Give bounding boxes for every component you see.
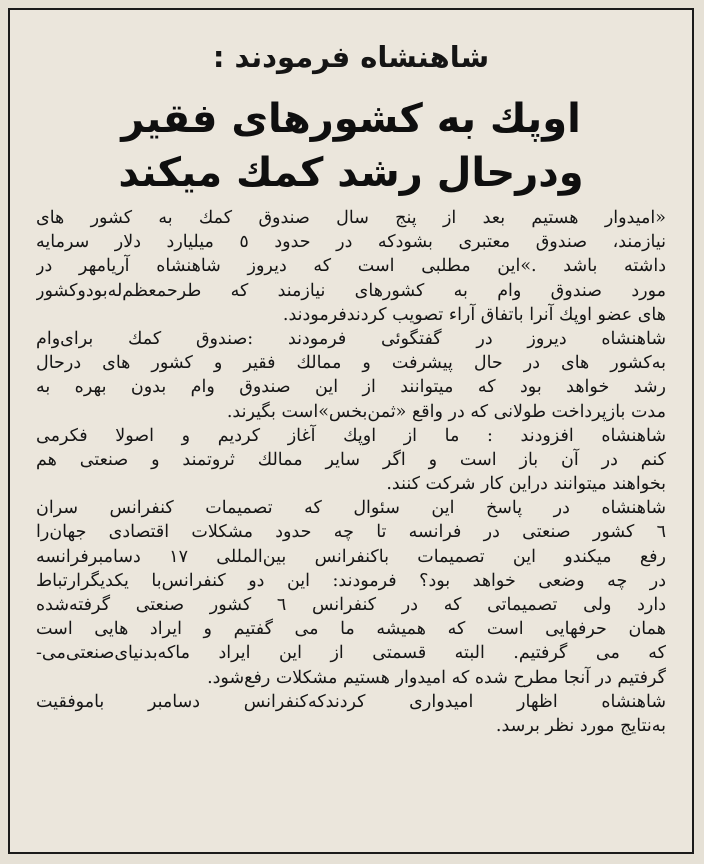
body-line: نيازمند، صندوق معتبری بشودكه در حدود ٥ ميليارد دلار سرمايه [36,232,666,253]
body-line: در چه وضعی خواهد بود؟ فرمودند: اين دو كنفرانس‌با يكديگرارتباط [36,570,666,591]
body-line: كه می گرفتيم. البته قسمتی از اين ايراد ما‌كه‌بدنيای‌صنعتی‌می- [36,643,666,664]
body-line: شاهنشاه در پاسخ اين سئوال كه تصميمات كنفرانس سران [36,498,666,519]
body-line: شاهنشاه افزودند : ما از اوپك آغاز كرديم و اصولا فكرمی [36,425,666,446]
body-line: «اميدوار هستيم بعد از پنج سال صندوق كمك به كشور های [36,208,666,228]
body-line: شاهنشاه ديروز در گفتگوئی فرمودند :صندوق كمك برای‌وام [36,328,666,349]
kicker: شاهنشاه فرمودند : [212,40,490,74]
body-line: به‌نتايج مورد نظر برسد. [495,715,666,736]
body-line: كنم در آن باز است و اگر ساير ممالك ثروتمند و صنعتی هم [36,449,666,470]
body-line: به‌كشور های در حال پيشرفت و ممالك فقير و كشور های درحال [36,353,666,374]
body-line: های عضو اوپك آنرا باتفاق آراء تصويب كردندفرمودند. [282,304,666,325]
body-line: ٦ كشور صنعتی در فرانسه تا چه حدود مشكلات اقتصادی جهان‌را [36,522,666,543]
body-line: شاهنشاه اظهار اميدواری كردندكه‌كنفرانس دسامبر باموفقيت [36,691,666,712]
body-line: گرفتيم در آنجا مطرح شده كه اميدوار هستيم‌ مشكلات رفع‌شود. [207,667,666,688]
headline-line-2: ودرحال رشد كمك ميكند [118,150,584,196]
body-line: مدت بازپرداخت طولانی كه در واقع «ثمن‌بخس»است بگيرند. [226,401,666,422]
newspaper-clipping [8,8,694,854]
body-line: رشد خواهد بود كه ميتوانند از اين صندوق وام بدون بهره به [36,377,666,398]
body-line: رفع ميكندو اين تصميمات باكنفرانس بين‌المللی ١٧ دسامبرفرانسه [36,546,666,567]
body-line: دارد ولی تصميماتی كه در كنفرانس ٦ كشور صنعتی گرفته‌شده [36,595,666,615]
body-line: همان حرفهايی است كه هميشه ما می گفتيم و ايراد هايی است [36,619,666,640]
body-line: بخواهند ميتوانند دراين كار شركت كنند. [386,474,666,495]
body-line: داشته باشد .»اين مطلبی است كه ديروز شاهنشاه آريامهر در [36,256,666,277]
body-line: مورد صندوق وام به كشورهای نيازمند كه طرحمعظم‌له‌بودوكشور [36,280,666,301]
headline-line-1: اوپك به كشورهای فقير [121,96,581,142]
article-body [36,206,666,738]
